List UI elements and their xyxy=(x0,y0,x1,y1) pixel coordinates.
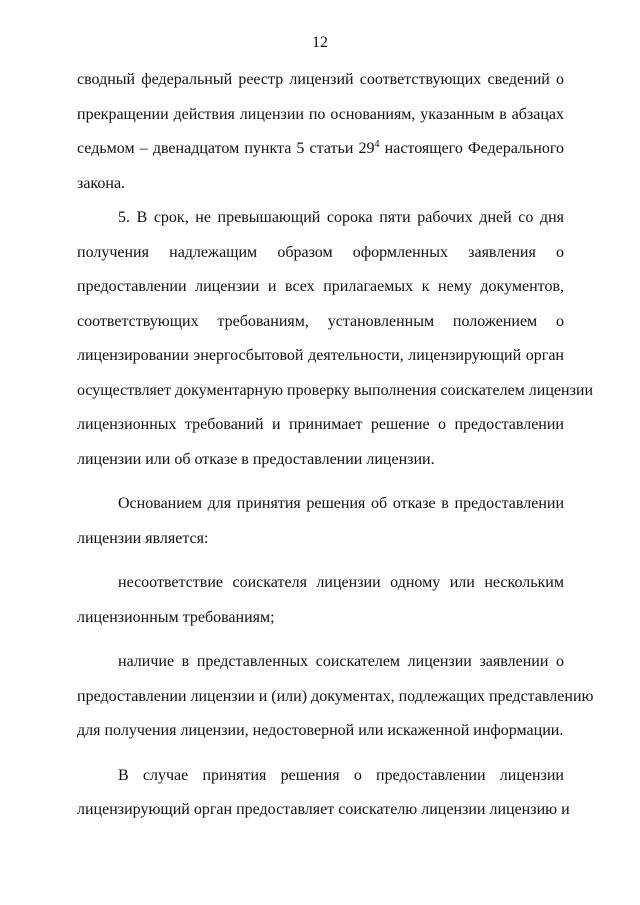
text-line: предоставлении лицензии и всех прилагаемых к нему документов, xyxy=(77,278,564,295)
page-number: 12 xyxy=(312,34,328,51)
text-line: осуществляет документарную проверку выполнения соискателем лицензии xyxy=(77,381,594,399)
text-line: предоставлении лицензии и (или) документах, подлежащих представлению xyxy=(77,687,594,705)
paragraph-item-5 xyxy=(77,201,594,477)
text-line: закона. xyxy=(77,174,126,192)
text-line: наличие в представленных соискателем лицензии заявлении о xyxy=(118,653,564,670)
text-line: прекращении действия лицензии по основаниям, указанным в абзацах xyxy=(77,105,564,123)
paragraph-nonconformity xyxy=(77,566,564,635)
text-line: лицензионным требованиям; xyxy=(77,608,275,626)
text-line: лицензировании энергосбытовой деятельности, лицензирующий орган xyxy=(77,347,564,364)
text-fragment: седьмом – двенадцатом пункта 5 статьи 29 xyxy=(77,140,375,157)
text-line: получения надлежащим образом оформленных заявления о xyxy=(77,243,564,261)
text-line: лицензии или об отказе в предоставлении лицензии. xyxy=(77,450,435,468)
paragraph-gap xyxy=(77,556,564,566)
text-fragment: настоящего Федерального xyxy=(379,140,565,157)
text-line: соответствующих требованиям, установленным положением о xyxy=(77,312,564,330)
paragraph-license-granted xyxy=(77,759,570,828)
paragraph-refusal-grounds xyxy=(77,487,564,556)
paragraph-gap xyxy=(77,477,564,487)
paragraph-false-information xyxy=(77,645,594,749)
paragraph-gap xyxy=(77,749,564,759)
superscript: 4 xyxy=(374,139,380,150)
text-line-with-superscript xyxy=(77,132,564,167)
text-line: 5. В срок, не превышающий сорока пяти рабочих дней со дня xyxy=(118,209,564,226)
paragraph-continuation xyxy=(77,63,564,201)
text-line: лицензионных требований и принимает решение о предоставлении xyxy=(77,416,564,433)
paragraph-gap xyxy=(77,635,564,645)
text-line: сводный федеральный реестр лицензий соответствующих сведений о xyxy=(77,71,564,88)
text-line: лицензии является: xyxy=(77,529,209,547)
text-line: для получения лицензии, недостоверной или искаженной информации. xyxy=(77,722,564,739)
text-line: Основанием для принятия решения об отказе в предоставлении xyxy=(118,495,564,512)
text-line: лицензирующий орган предоставляет соискателю лицензии лицензию и xyxy=(77,801,570,818)
document-body xyxy=(77,63,594,828)
text-line: В случае принятия решения о предоставлении лицензии xyxy=(118,766,564,784)
text-line: несоответствие соискателя лицензии одному или нескольким xyxy=(118,574,564,591)
